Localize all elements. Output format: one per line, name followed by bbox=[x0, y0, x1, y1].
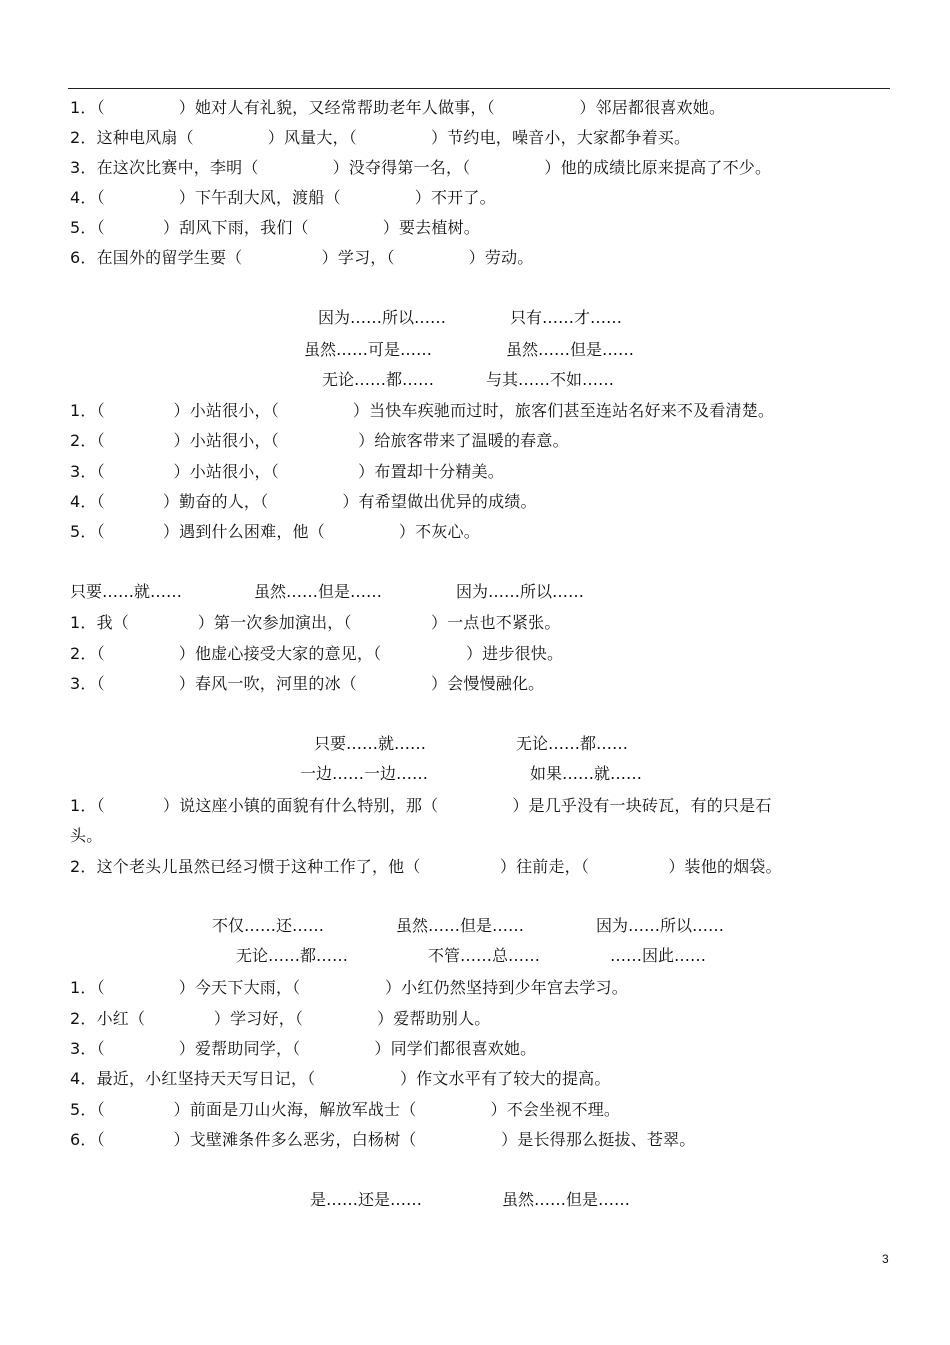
s2-item-1: 1．（ ）小站很小，（ ）当快车疾驰而过时，旅客们甚至连站名好来不及看清楚。 bbox=[70, 401, 775, 420]
s2-item-3: 3．（ ）小站很小，（ ）布置却十分精美。 bbox=[70, 462, 504, 481]
s1-item-2: 2．这种电风扇（ ）风量大，（ ）节约电，噪音小，大家都争着买。 bbox=[70, 128, 691, 147]
s2-pair-3b: 与其……不如…… bbox=[486, 370, 615, 389]
s5-pair-1a: 不仅……还…… bbox=[212, 916, 325, 935]
s2-pair-3a: 无论……都…… bbox=[322, 370, 435, 389]
s4-pair-2a: 一边……一边…… bbox=[300, 764, 429, 783]
s3-pair-1: 只要……就…… bbox=[70, 582, 183, 601]
s3-pair-3: 因为……所以…… bbox=[456, 582, 585, 601]
s1-item-3: 3．在这次比赛中，李明（ ）没夺得第一名，（ ）他的成绩比原来提高了不少。 bbox=[70, 158, 772, 177]
s2-item-5: 5．（ ）遇到什么困难，他（ ）不灰心。 bbox=[70, 522, 480, 541]
s1-item-6: 6．在国外的留学生要（ ）学习，（ ）劳动。 bbox=[70, 248, 534, 267]
s4-pair-2b: 如果……就…… bbox=[530, 764, 643, 783]
s5-pair-2a: 无论……都…… bbox=[236, 946, 349, 965]
s3-pair-2: 虽然……但是…… bbox=[254, 582, 383, 601]
s1-item-5: 5．（ ）刮风下雨，我们（ ）要去植树。 bbox=[70, 218, 480, 237]
s5-item-6: 6．（ ）戈壁滩条件多么恶劣，白杨树（ ）是长得那么挺拔、苍翠。 bbox=[70, 1130, 696, 1149]
s4-item-2: 2．这个老头儿虽然已经习惯于这种工作了，他（ ）往前走，（ ）装他的烟袋。 bbox=[70, 857, 782, 876]
s2-item-2: 2．（ ）小站很小，（ ）给旅客带来了温暖的春意。 bbox=[70, 431, 569, 450]
s2-pair-1b: 只有……才…… bbox=[510, 308, 623, 327]
s6-pair-2: 虽然……但是…… bbox=[502, 1190, 631, 1209]
s4-pair-1b: 无论……都…… bbox=[516, 734, 629, 753]
s6-pair-1: 是……还是…… bbox=[310, 1190, 423, 1209]
s2-pair-1a: 因为……所以…… bbox=[318, 308, 447, 327]
s5-pair-1b: 虽然……但是…… bbox=[396, 916, 525, 935]
s1-item-4: 4．（ ）下午刮大风，渡船（ ）不开了。 bbox=[70, 188, 496, 207]
s5-item-1: 1．（ ）今天下大雨，（ ）小红仍然坚持到少年宫去学习。 bbox=[70, 978, 628, 997]
s3-item-1: 1．我（ ）第一次参加演出，（ ）一点也不紧张。 bbox=[70, 613, 561, 632]
s4-pair-1a: 只要……就…… bbox=[314, 734, 427, 753]
s3-item-3: 3．（ ）春风一吹，河里的冰（ ）会慢慢融化。 bbox=[70, 674, 545, 693]
s5-pair-1c: 因为……所以…… bbox=[596, 916, 725, 935]
s5-item-5: 5．（ ）前面是刀山火海，解放军战士（ ）不会坐视不理。 bbox=[70, 1100, 621, 1119]
page-number: 3 bbox=[882, 1252, 889, 1266]
s4-item-1: 1．（ ）说这座小镇的面貌有什么特别，那（ ）是几乎没有一块砖瓦，有的只是石 bbox=[70, 796, 772, 815]
s5-pair-2c: ……因此…… bbox=[610, 946, 707, 965]
s2-pair-2a: 虽然……可是…… bbox=[304, 340, 433, 359]
s3-item-2: 2．（ ）他虚心接受大家的意见，（ ）进步很快。 bbox=[70, 644, 564, 663]
s2-item-4: 4．（ ）勤奋的人，（ ）有希望做出优异的成绩。 bbox=[70, 492, 537, 511]
top-rule bbox=[68, 88, 890, 89]
s4-item-1-cont: 头。 bbox=[70, 826, 103, 845]
s5-item-4: 4．最近，小红坚持天天写日记，（ ）作文水平有了较大的提高。 bbox=[70, 1069, 611, 1088]
s5-pair-2b: 不管……总…… bbox=[428, 946, 541, 965]
s5-item-2: 2．小红（ ）学习好，（ ）爱帮助别人。 bbox=[70, 1009, 491, 1028]
s1-item-1: 1．（ ）她对人有礼貌，又经常帮助老年人做事，（ ）邻居都很喜欢她。 bbox=[70, 98, 726, 117]
s2-pair-2b: 虽然……但是…… bbox=[506, 340, 635, 359]
s5-item-3: 3．（ ）爱帮助同学，（ ）同学们都很喜欢她。 bbox=[70, 1039, 537, 1058]
